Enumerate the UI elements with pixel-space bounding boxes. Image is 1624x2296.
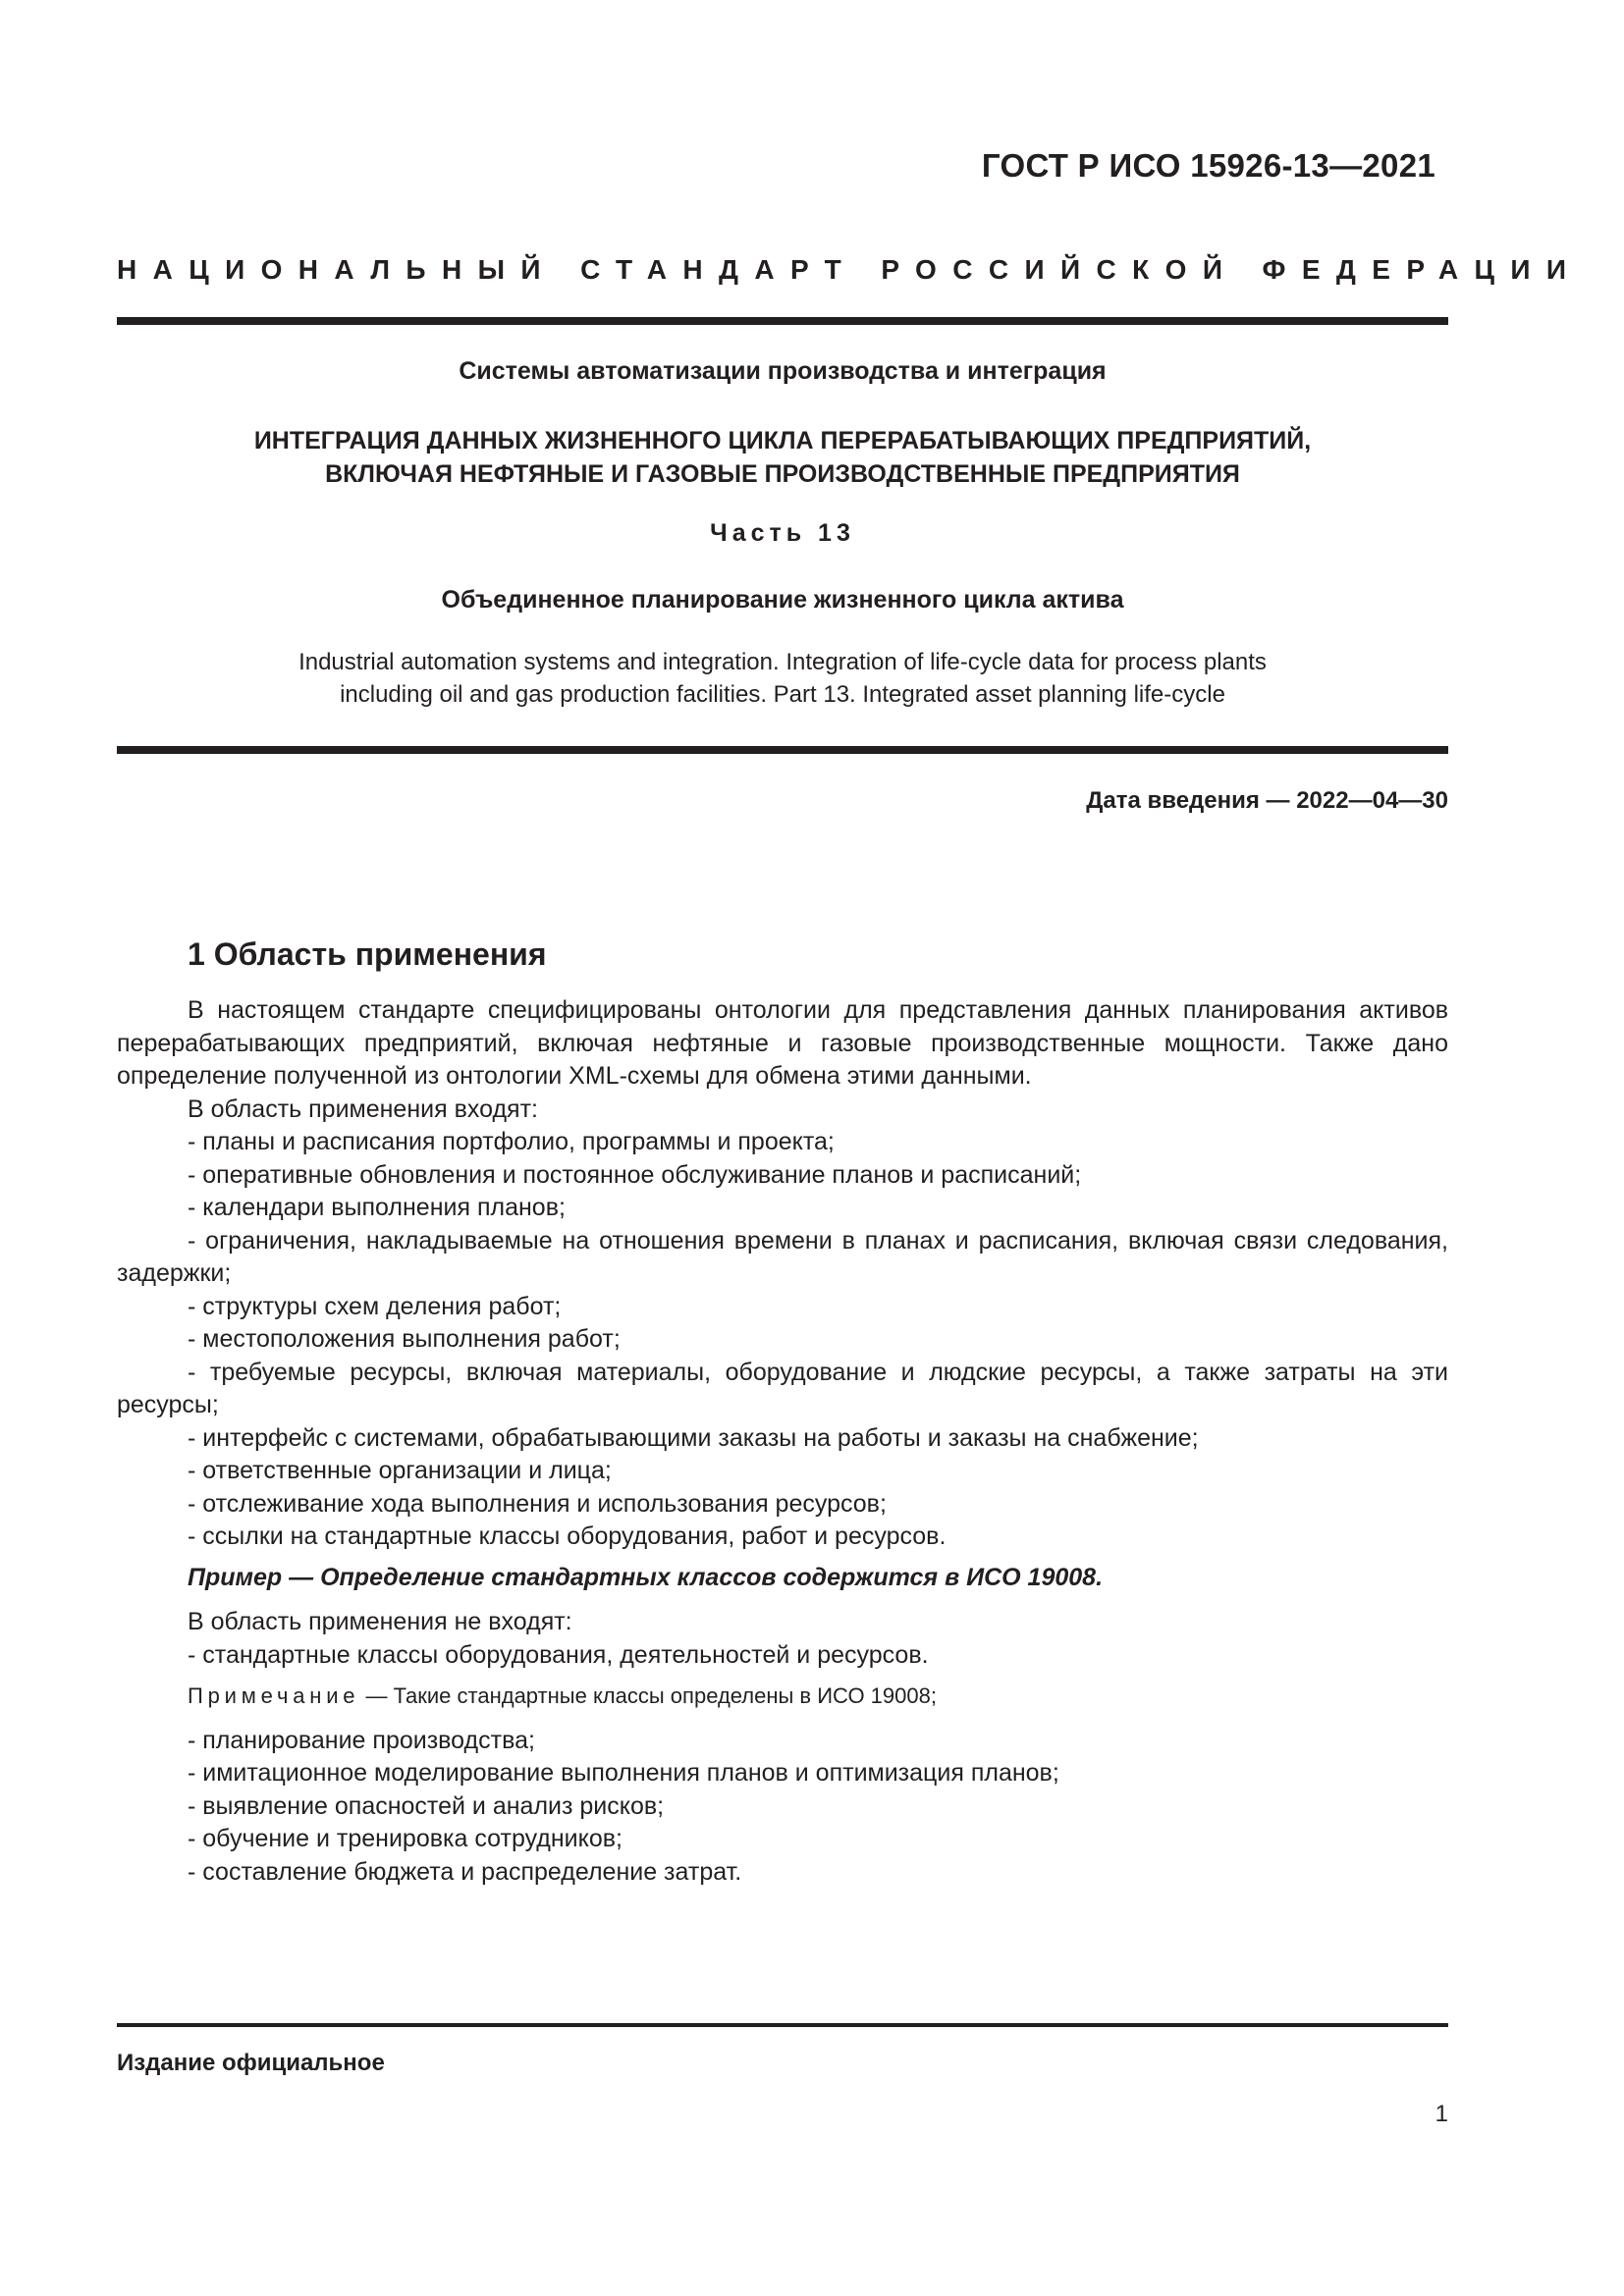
- section-body: [117, 994, 1448, 1889]
- list-item: - составление бюджета и распределение затрат.: [188, 1857, 742, 1886]
- note: [117, 1680, 1448, 1713]
- list-item: - планирование производства;: [188, 1726, 535, 1754]
- national-standard-banner: НАЦИОНАЛЬНЫЙ СТАНДАРТ РОССИЙСКОЙ ФЕДЕРАЦИИ: [117, 254, 1583, 285]
- english-title: [117, 646, 1448, 711]
- list-item: - стандартные классы оборудования, деятельностей и ресурсов.: [188, 1640, 929, 1669]
- standard-title-line: ИНТЕГРАЦИЯ ДАННЫХ ЖИЗНЕННОГО ЦИКЛА ПЕРЕРАБАТЫВАЮЩИХ ПРЕДПРИЯТИЙ,: [253, 427, 1312, 454]
- list-item: - ограничения, накладываемые на отношения времени в планах и расписания, включая связи следования, задержки;: [117, 1226, 1448, 1287]
- list-item: - интерфейс с системами, обрабатывающими заказы на работы и заказы на снабжение;: [188, 1423, 1199, 1452]
- list-item: - оперативные обновления и постоянное обслуживание планов и расписаний;: [188, 1160, 1082, 1189]
- list-item: - структуры схем деления работ;: [188, 1292, 562, 1320]
- note-label: Примечание: [188, 1683, 360, 1708]
- list-item: - выявление опасностей и анализ рисков;: [188, 1791, 665, 1820]
- list-item: - обучение и тренировка сотрудников;: [188, 1825, 623, 1852]
- section-heading: 1 Область применения: [188, 936, 547, 972]
- intro-paragraph: В настоящем стандарте специфицированы онтологии для представления данных планирования активов перерабатывающих предприятий, включая нефтяные и газовые производственные мощности. Также дано определение полученной из онтологии XML-схемы для обмена этими данными.: [117, 996, 1448, 1090]
- note-text: — Такие стандартные классы определены в ИСО 19008;: [359, 1683, 937, 1708]
- english-title-line: including oil and gas production facilities. Part 13. Integrated asset planning life-cycle: [340, 681, 1225, 708]
- list-item: - ответственные организации и лица;: [188, 1457, 612, 1484]
- example-note: Пример — Определение стандартных классов содержится в ИСО 19008.: [188, 1563, 1104, 1591]
- list-item: - местоположения выполнения работ;: [188, 1325, 621, 1353]
- list-item: - требуемые ресурсы, включая материалы, оборудование и людские ресурсы, а также затраты на эти ресурсы;: [117, 1358, 1448, 1418]
- part-number: Часть 13: [710, 519, 855, 547]
- standard-title: [117, 424, 1448, 491]
- document-id: ГОСТ Р ИСО 15926-13—2021: [981, 147, 1435, 184]
- list-item: - календари выполнения планов;: [188, 1194, 566, 1221]
- scope-in-heading: В область применения входят:: [188, 1095, 538, 1123]
- list-item: - отслеживание хода выполнения и использования ресурсов;: [188, 1489, 887, 1518]
- introduction-date: Дата введения — 2022—04—30: [1086, 787, 1448, 814]
- standard-series: Системы автоматизации производства и интеграция: [459, 357, 1107, 385]
- list-item: - имитационное моделирование выполнения планов и оптимизация планов;: [188, 1759, 1059, 1787]
- list-item: - планы и расписания портфолио, программы и проекта;: [188, 1128, 835, 1155]
- footer-rule: [117, 2023, 1448, 2027]
- list-item: - ссылки на стандартные классы оборудования, работ и ресурсов.: [188, 1522, 947, 1550]
- page-number: 1: [1435, 2101, 1448, 2127]
- english-title-line: Industrial automation systems and integration. Integration of life-cycle data for process plants: [298, 649, 1267, 675]
- standard-title-line: ВКЛЮЧАЯ НЕФТЯНЫЕ И ГАЗОВЫЕ ПРОИЗВОДСТВЕННЫЕ ПРЕДПРИЯТИЯ: [325, 460, 1240, 488]
- part-title: Объединенное планирование жизненного цикла актива: [441, 586, 1124, 614]
- title-block-rule: [117, 746, 1448, 754]
- official-edition-label: Издание официальное: [117, 2050, 385, 2076]
- scope-out-heading: В область применения не входят:: [188, 1608, 572, 1635]
- top-rule: [117, 317, 1448, 325]
